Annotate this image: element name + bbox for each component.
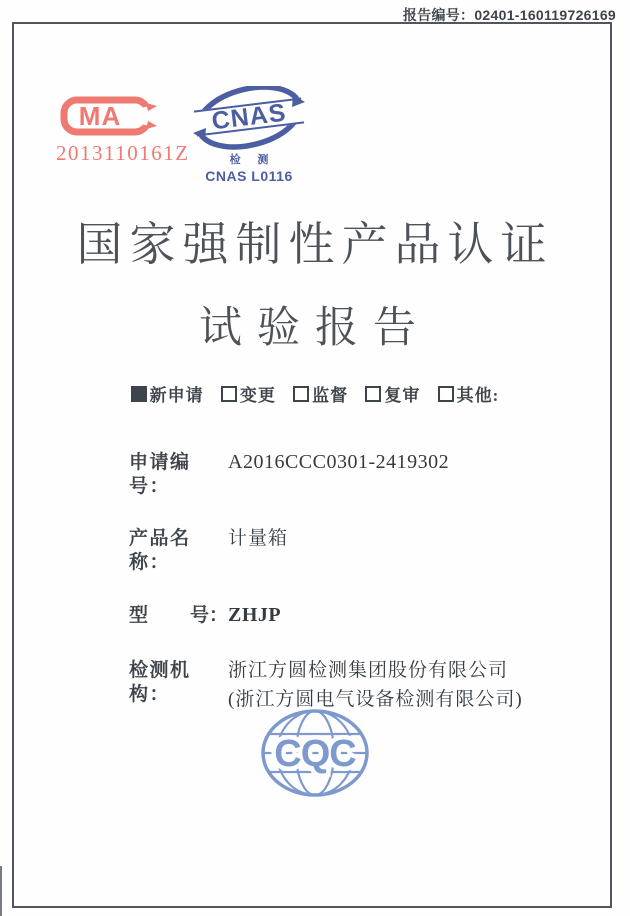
fields-block [129, 450, 523, 742]
cnas-mark-icon [193, 86, 305, 150]
field-application-no [129, 450, 523, 499]
option-label: 监督 [312, 386, 349, 405]
cqc-mark-icon [260, 707, 370, 799]
cnas-caption: 检 测 [229, 154, 276, 166]
option-label: 复审 [384, 386, 421, 405]
checkbox-icon [131, 386, 147, 402]
checkbox-icon [293, 386, 309, 402]
checkbox-icon [438, 386, 454, 402]
option-supervision [293, 386, 348, 405]
cqc-logo [260, 707, 370, 804]
field-label-part: 号： [189, 605, 228, 626]
cma-certificate-number: 2013110161Z [56, 141, 190, 165]
field-test-organization [129, 656, 523, 714]
field-label: 申请编号： [129, 452, 191, 497]
checkbox-icon [365, 386, 381, 402]
cma-letters: MA [78, 101, 122, 131]
field-label [129, 604, 228, 628]
field-label: 检测机构： [129, 660, 191, 705]
option-other [438, 386, 500, 405]
cma-logo [56, 96, 190, 166]
option-change [221, 386, 276, 405]
report-number-label: 报告编号： [402, 7, 475, 23]
option-label: 其他: [456, 386, 500, 405]
cnas-logo [192, 86, 306, 184]
option-label: 变更 [239, 386, 276, 405]
test-org-line2: (浙江方圆电气设备检测有限公司) [228, 689, 523, 710]
field-value: A2016CCC0301-2419302 [228, 451, 450, 473]
field-product-name [129, 527, 523, 575]
cnas-letters: CNAS [210, 98, 288, 136]
field-model [129, 603, 523, 628]
field-label: 产品名称： [129, 528, 191, 573]
cma-mark-icon [60, 96, 160, 136]
cqc-letters: CQC [274, 733, 356, 775]
test-org-line1: 浙江方圆检测集团股份有限公司 [228, 660, 509, 681]
field-value [228, 656, 523, 714]
cnas-accreditation-number: CNAS L0116 [205, 168, 293, 184]
report-number-value: 02401-160119726169 [474, 7, 616, 23]
report-title: 试验报告 [199, 305, 431, 352]
field-label-part: 型 [129, 605, 149, 626]
option-new-application [131, 386, 204, 405]
option-review [365, 386, 420, 405]
checkbox-icon [221, 386, 237, 402]
main-title: 国家强制性产品认证 [76, 219, 554, 270]
scan-edge-artifact [0, 866, 2, 916]
field-value: ZHJP [228, 604, 282, 626]
field-value: 计量箱 [228, 528, 289, 549]
option-label: 新申请 [149, 386, 204, 405]
application-type-row [0, 381, 630, 406]
